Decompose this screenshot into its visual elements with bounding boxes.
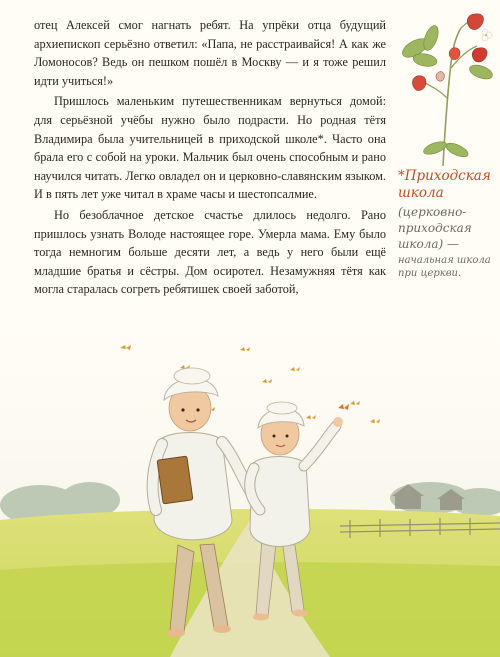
- strawberry-illustration: [395, 8, 500, 166]
- footnote-sidebar: [398, 168, 494, 280]
- footnote-explanation-text: (церковно-приходская школа): [398, 205, 472, 251]
- boys-walking-illustration: [0, 330, 500, 657]
- paragraph-2: Пришлось маленьким путешественникам вернуться домой: для серьёзной учёбы нужно было подрасти. Но родная тётя Владимира была учительницей в приходской школе*. Часто она брала его с собой на уроки. Мальчик был очень способным и рано научился читать. Легко овладел он и церковно-славянским языком. И в пять лет уже читал в храме часы и шестопсалмие.: [34, 94, 386, 202]
- footnote-definition: начальная школа при церкви.: [398, 255, 491, 279]
- main-text: [34, 16, 386, 301]
- footnote-star: *: [398, 168, 405, 184]
- footnote-term-text: Приходская школа: [398, 168, 491, 201]
- footnote-dash: —: [443, 237, 460, 251]
- footnote-explanation: [398, 204, 494, 252]
- footnote-term: [398, 168, 494, 202]
- paragraph-3: Но безоблачное детское счастье длилось недолго. Рано пришлось узнать Володе настоящее горе. Умерла мама. Ему было тогда немногим больше десяти лет, а ведь у него были ещё младшие братья и сёстры. Дом осиротел. Незамужняя тётя как могла старалась согреть ребятишек своей заботой,: [34, 207, 386, 297]
- paragraph-1: отец Алексей смог нагнать ребят. На упрёки отца будущий архиепископ серьёзно ответил: «Папа, не расстраивайся! А как же Ломоносов? Ведь он пешком пошёл в Москву — и я тоже решил идти учиться!»: [34, 18, 386, 88]
